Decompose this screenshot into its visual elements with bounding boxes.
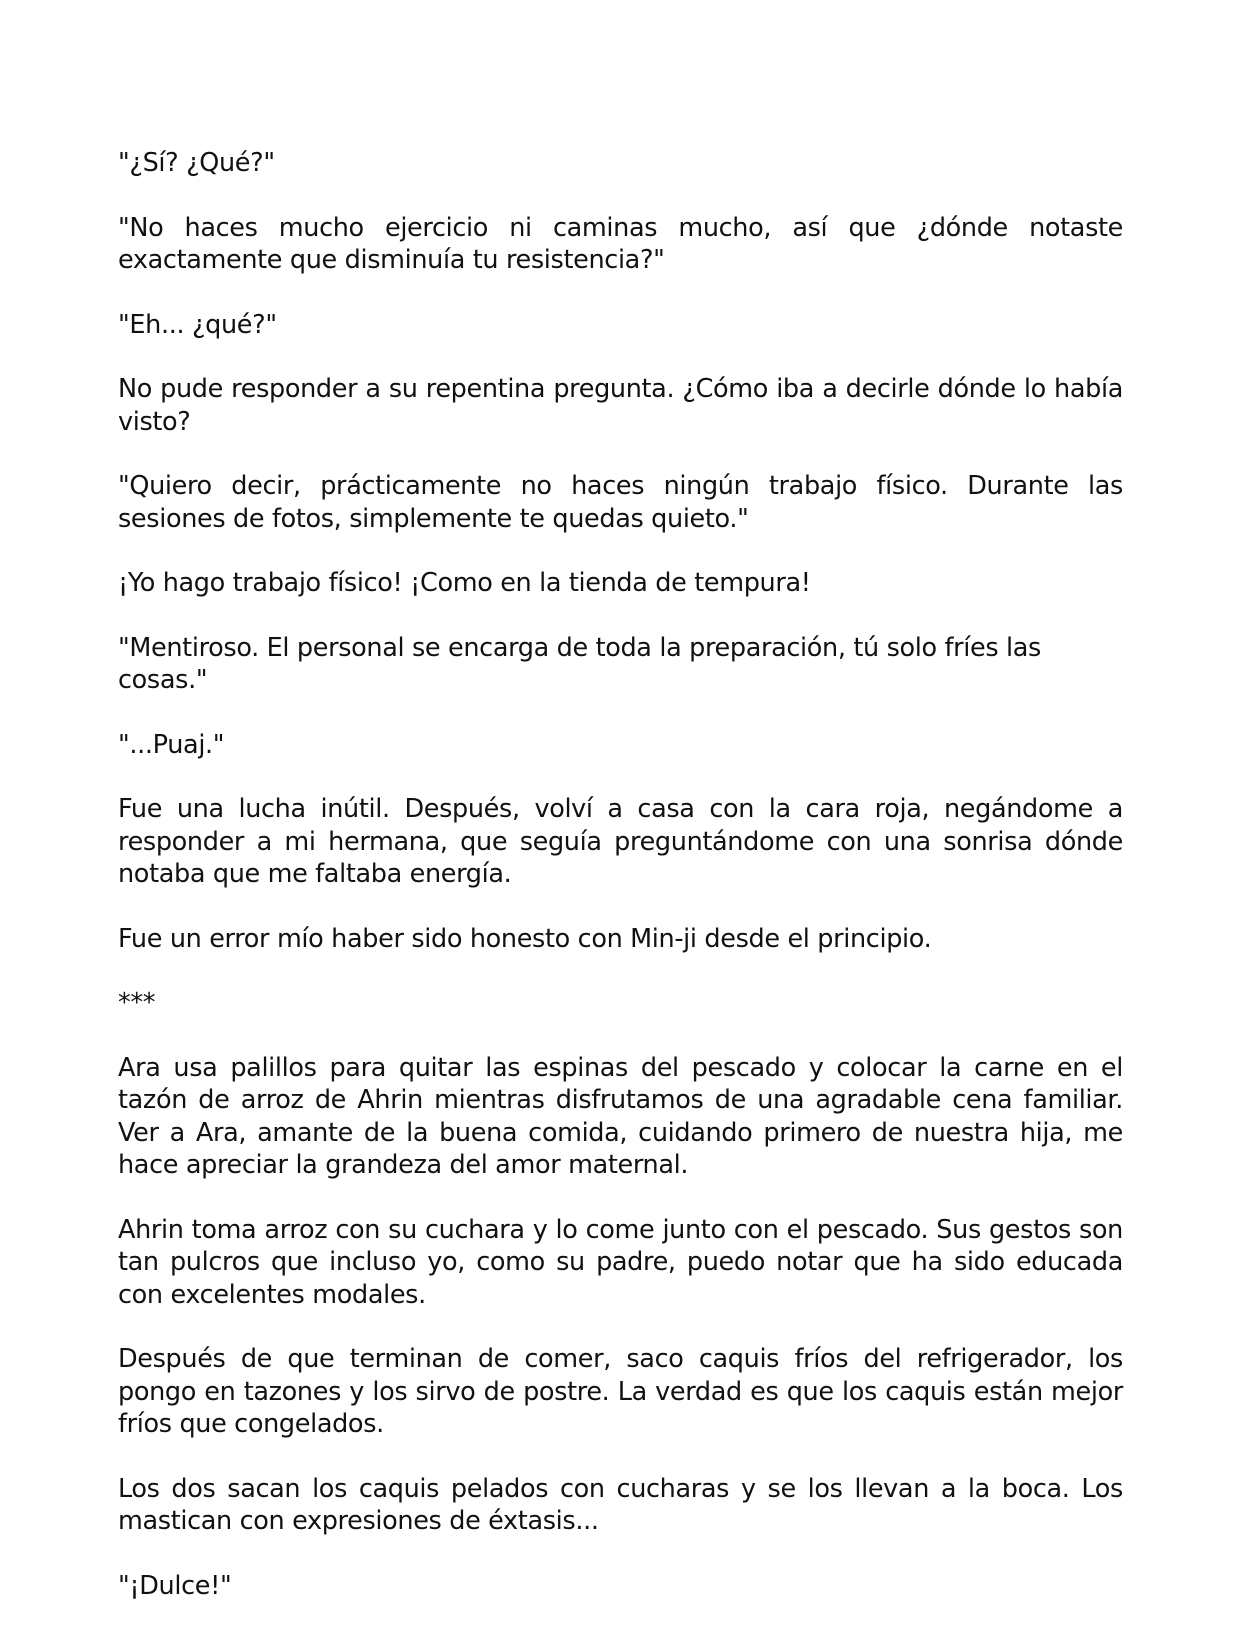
narration-paragraph: Ara usa palillos para quitar las espinas del pescado y colocar la carne en el tazón de arroz de Ahrin mientras disfrutamos de una agradable cena familiar. Ver a Ara, amante de la buena comida, cuidando primero de nuestra hija, me hace apreciar la grandeza del amor maternal. bbox=[118, 1052, 1123, 1180]
narration-paragraph: Ahrin toma arroz con su cuchara y lo come junto con el pescado. Sus gestos son tan pulcros que incluso yo, como su padre, puedo notar que ha sido educada con excelentes modales. bbox=[118, 1214, 1123, 1310]
narration-paragraph: Los dos sacan los caquis pelados con cucharas y se los llevan a la boca. Los mastican con expresiones de éxtasis... bbox=[118, 1473, 1123, 1536]
dialogue-paragraph: "¿Sí? ¿Qué?" bbox=[118, 148, 275, 178]
dialogue-paragraph: "¡Dulce!" bbox=[118, 1570, 232, 1601]
dialogue-paragraph: "Mentiroso. El personal se encarga de toda la preparación, tú solo fríes las cosas." bbox=[118, 632, 1041, 695]
narration-paragraph: Fue una lucha inútil. Después, volví a casa con la cara roja, negándome a responder a mi hermana, que seguía preguntándome con una sonrisa dónde notaba que me faltaba energía. bbox=[118, 794, 1123, 889]
narration-paragraph: Después de que terminan de comer, saco caquis fríos del refrigerador, los pongo en tazones y los sirvo de postre. La verdad es que los caquis están mejor fríos que congelados. bbox=[118, 1344, 1123, 1439]
scene-break: *** bbox=[118, 988, 156, 1018]
body-text bbox=[118, 147, 1123, 1634]
dialogue-paragraph: "No haces mucho ejercicio ni caminas mucho, así que ¿dónde notaste exactamente que disminuía tu resistencia?" bbox=[118, 212, 1123, 275]
dialogue-paragraph: "Quiero decir, prácticamente no haces ningún trabajo físico. Durante las sesiones de fotos, simplemente te quedas quieto." bbox=[118, 471, 1123, 534]
dialogue-paragraph: "Eh... ¿qué?" bbox=[118, 309, 277, 340]
narration-paragraph: No pude responder a su repentina pregunta. ¿Cómo iba a decirle dónde lo había visto? bbox=[118, 374, 1123, 437]
narration-paragraph: ¡Yo hago trabajo físico! ¡Como en la tienda de tempura! bbox=[118, 568, 811, 598]
dialogue-paragraph: "...Puaj." bbox=[118, 729, 225, 760]
narration-paragraph: Fue un error mío haber sido honesto con Min-ji desde el principio. bbox=[118, 923, 932, 954]
